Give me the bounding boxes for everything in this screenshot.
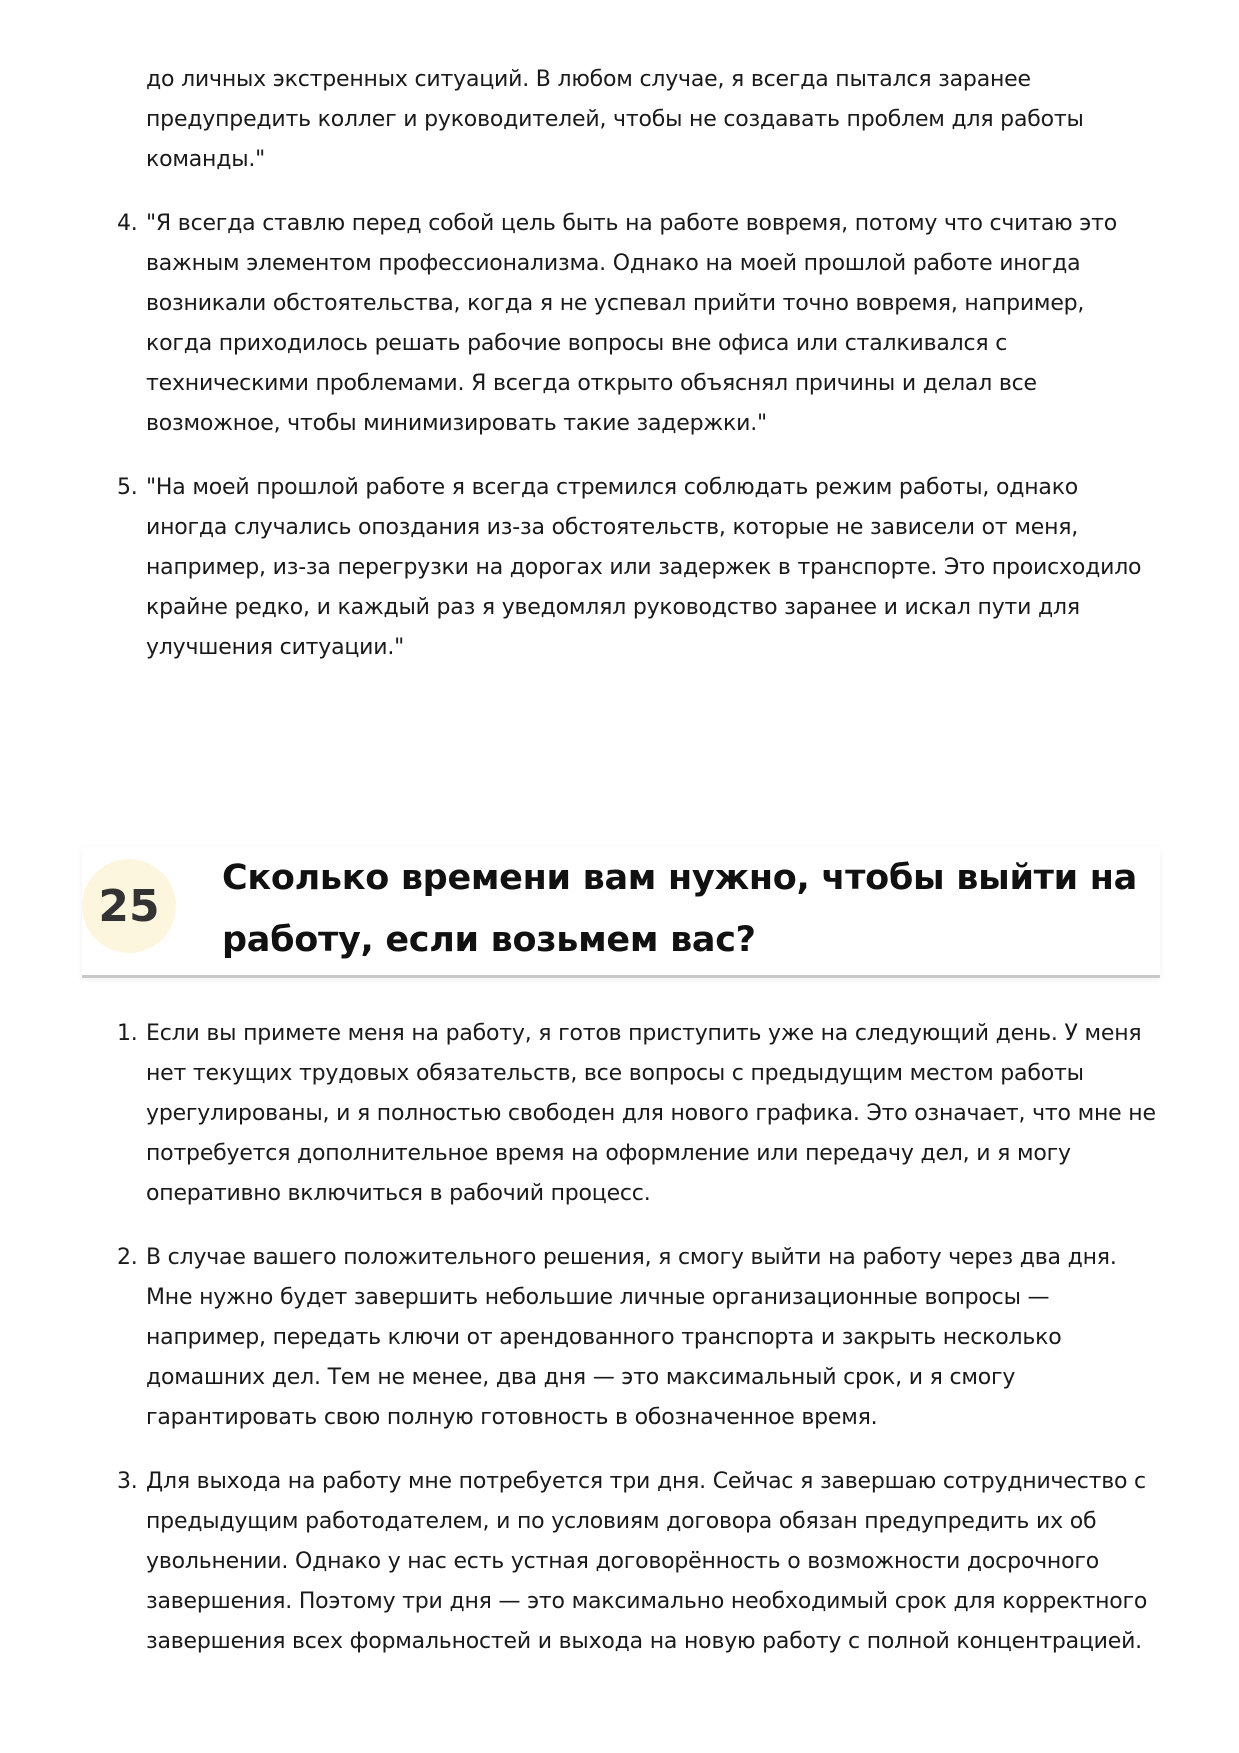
list-item xyxy=(0,468,1156,668)
list-item xyxy=(0,1462,1156,1662)
section-title: Сколько времени вам нужно, чтобы выйти на работу, если возьмем вас? xyxy=(222,858,1137,960)
answer-list-previous xyxy=(0,204,1239,692)
section-number-badge: 25 xyxy=(82,859,176,953)
answer-list-section-25 xyxy=(0,1014,1239,1686)
list-item-text: Для выхода на работу мне потребуется три дня. Сейчас я завершаю сотрудничество с предыдущим работодателем, и по условиям договора обязан предупредить их об увольнении. Однако у нас есть устная договорённость о возможности досрочного завершения. Поэтому три дня — это максимально необходимый срок для корректного завершения всех формальностей и выхода на новую работу с полной концентрацией. xyxy=(146,1469,1148,1654)
list-item-text: В случае вашего положительного решения, я смогу выйти на работу через два дня. Мне нужно будет завершить небольшие личные организационные вопросы — например, передать ключи от арендованного транспорта и закрыть несколько домашних дел. Тем не менее, два дня — это максимальный срок, и я смогу гарантировать свою полную готовность в обозначенное время. xyxy=(146,1245,1117,1430)
list-item-text: Если вы примете меня на работу, я готов приступить уже на следующий день. У меня нет текущих трудовых обязательств, все вопросы с предыдущим местом работы урегулированы, и я полностью свободен для нового графика. Это означает, что мне не потребуется дополнительное время на оформление или передачу дел, и я могу оперативно включиться в рабочий процесс. xyxy=(146,1021,1156,1206)
list-item xyxy=(0,1238,1156,1438)
list-item-text: "Я всегда ставлю перед собой цель быть на работе вовремя, потому что считаю это важным элементом профессионализма. Однако на моей прошлой работе иногда возникали обстоятельства, когда я не успевал прийти точно вовремя, например, когда приходилось решать рабочие вопросы вне офиса или сталкивался с техническими проблемами. Я всегда открыто объяснял причины и делал все возможное, чтобы минимизировать такие задержки." xyxy=(146,211,1118,436)
list-item xyxy=(0,1014,1156,1214)
section-heading xyxy=(82,847,1160,978)
list-item-number: 4. xyxy=(117,211,138,236)
list-item-number: 2. xyxy=(117,1245,138,1270)
list-item-text: "На моей прошлой работе я всегда стремился соблюдать режим работы, однако иногда случались опоздания из-за обстоятельств, которые не зависели от меня, например, из-за перегрузки на дорогах или задержек в транспорте. Это происходило крайне редко, и каждый раз я уведомлял руководство заранее и искал пути для улучшения ситуации." xyxy=(146,475,1142,660)
list-item-number: 1. xyxy=(117,1021,138,1046)
list-item-number: 3. xyxy=(117,1469,138,1494)
list-item-number: 5. xyxy=(117,475,138,500)
list-item xyxy=(0,204,1156,444)
continued-paragraph: до личных экстренных ситуаций. В любом случае, я всегда пытался заранее предупредить коллег и руководителей, чтобы не создавать проблем для работы команды." xyxy=(146,67,1084,172)
